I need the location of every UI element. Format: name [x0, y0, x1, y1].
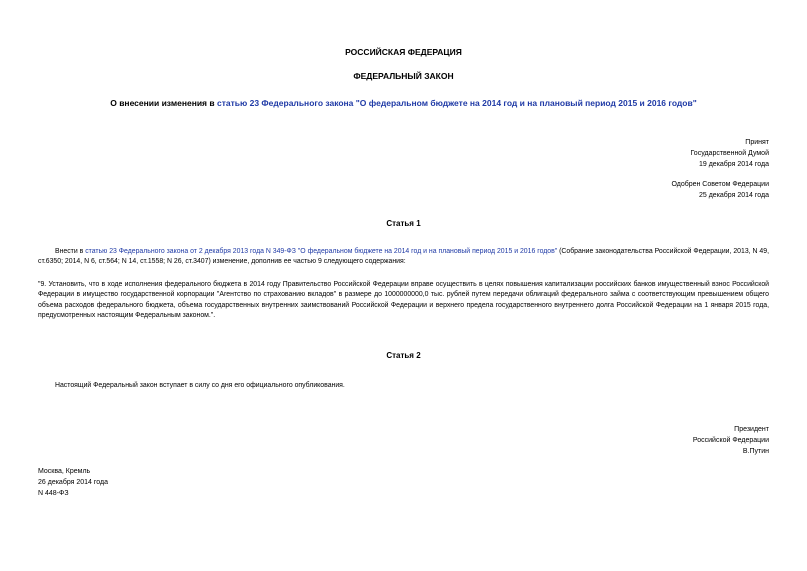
signature-name: В.Путин: [742, 448, 769, 455]
law-title-prefix: О внесении изменения в: [110, 98, 217, 108]
article-2-heading: Статья 2: [386, 351, 421, 360]
doc-type-heading: ФЕДЕРАЛЬНЫЙ ЗАКОН: [353, 71, 454, 81]
approved-date: 25 декабря 2014 года: [698, 192, 769, 199]
article-1-paragraph-2: "9. Установить, что в ходе исполнения федерального бюджета в 2014 году Правительство Российской Федерации вправе осуществить в целях повышения капитализации российских банков имущественный взнос Российской Федерации в имущество государственной корпорации "Агентство по страхованию вкладов" в размере до 1000000000,0 тыс. рублей путем передачи облигаций федерального займа с соответствующим превышением общего объема расходов федерального бюджета, объема государственных внутренних заимствований Российской Федерации и верхнего предела государственного внутреннего долга Российской Федерации на 1 января 2015 года, предусмотренных настоящим Федеральным законом.".: [38, 281, 769, 320]
footer-place: Москва, Кремль: [38, 468, 91, 475]
article-1-p1-link[interactable]: статью 23 Федерального закона от 2 декабря 2013 года N 349-ФЗ "О федеральном бюджете на 2014 год и на плановый период 2015 и 2016 годов": [85, 248, 558, 255]
signature-title: Президент: [734, 426, 769, 433]
article-1-heading: Статья 1: [386, 219, 421, 228]
footer-block: [38, 466, 108, 499]
footer-number: N 448-ФЗ: [38, 490, 69, 497]
article-1-p1-suffix: (Собрание законодательства Российской Федерации, 2013, N 49, ст.6350; 2014, N 6, ст.564; N 14, ст.1558; N 26, ст.3407) изменение, дополнив ее частью 9 следующего содержания:: [38, 248, 769, 266]
adopted-by: Государственной Думой: [690, 150, 769, 157]
country-heading: РОССИЙСКАЯ ФЕДЕРАЦИЯ: [345, 47, 462, 57]
article-1-paragraph-1: [38, 247, 769, 268]
adopted-date: 19 декабря 2014 года: [698, 161, 769, 168]
law-title-link[interactable]: статью 23 Федерального закона "О федеральном бюджете на 2014 год и на плановый период 2015 и 2016 годов": [216, 98, 697, 108]
signature-org: Российской Федерации: [692, 437, 769, 444]
article-2-paragraph-1: Настоящий Федеральный закон вступает в силу со дня его официального опубликования.: [55, 382, 345, 389]
adoption-block: [671, 137, 769, 201]
signature-block: [693, 424, 769, 457]
adopted-label: Принят: [745, 139, 769, 146]
approved-by: Одобрен Советом Федерации: [671, 181, 769, 188]
law-title: [0, 98, 807, 108]
footer-date: 26 декабря 2014 года: [38, 479, 109, 486]
article-1-p1-prefix: Внести в: [55, 248, 86, 255]
